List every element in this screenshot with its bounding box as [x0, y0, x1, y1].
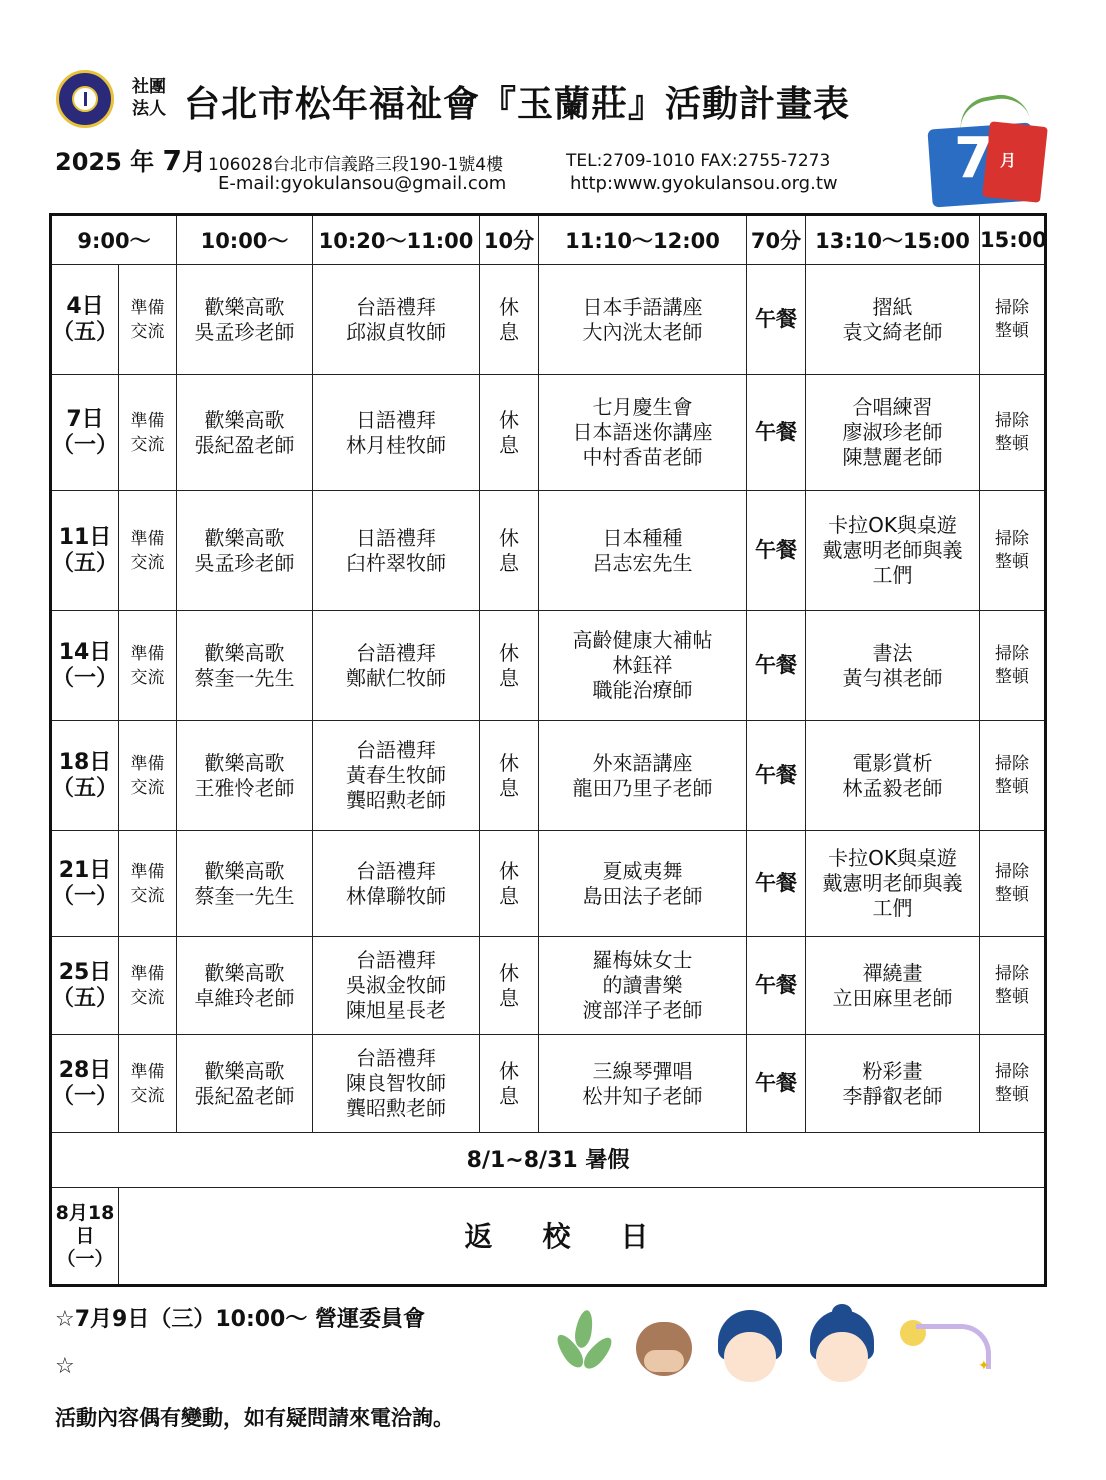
schedule-row — [51, 491, 1046, 611]
worship-cell: 台語禮拜 鄭献仁牧師 — [313, 611, 480, 721]
rest-cell: 休 息 — [480, 611, 539, 721]
org-type: 社團 法人 — [132, 77, 166, 119]
worship-cell: 台語禮拜 邱淑貞牧師 — [313, 265, 480, 375]
page-title: 台北市松年福祉會『玉蘭莊』活動計畫表 — [184, 84, 851, 125]
header-lunch: 70分 — [747, 215, 806, 265]
afternoon-cell: 電影賞析 林孟毅老師 — [806, 721, 980, 831]
afternoon-cell: 粉彩畫 李靜叡老師 — [806, 1035, 980, 1133]
cleanup-cell: 掃除 整頓 — [980, 611, 1046, 721]
cow-icon — [630, 1310, 698, 1380]
afternoon-cell: 摺紙 袁文綺老師 — [806, 265, 980, 375]
singing-cell: 歡樂高歌 卓維玲老師 — [177, 937, 313, 1035]
prep-cell: 準備 交流 — [119, 265, 177, 375]
singing-cell: 歡樂高歌 吳孟珍老師 — [177, 265, 313, 375]
date-cell: 28日 （一） — [51, 1035, 119, 1133]
singing-cell: 歡樂高歌 吳孟珍老師 — [177, 491, 313, 611]
lunch-cell: 午餐 — [747, 1035, 806, 1133]
summer-holiday: 8/1~8/31 暑假 — [51, 1133, 1046, 1188]
afternoon-cell: 卡拉OK與桌遊 戴憲明老師與義 工們 — [806, 491, 980, 611]
schedule-row — [51, 611, 1046, 721]
email: E-mail:gyokulansou@gmail.com — [218, 173, 507, 194]
organization-logo — [56, 70, 114, 128]
prep-cell: 準備 交流 — [119, 937, 177, 1035]
activity-cell: 日本手語講座 大內洸太老師 — [539, 265, 747, 375]
worship-cell: 台語禮拜 黃春生牧師 龔昭勲老師 — [313, 721, 480, 831]
lunch-cell: 午餐 — [747, 491, 806, 611]
rest-cell: 休 息 — [480, 491, 539, 611]
lunch-cell: 午餐 — [747, 937, 806, 1035]
activity-cell: 日本種種 呂志宏先生 — [539, 491, 747, 611]
cleanup-cell: 掃除 整頓 — [980, 491, 1046, 611]
header-1020: 10:20～11:00 — [313, 215, 480, 265]
cleanup-cell: 掃除 整頓 — [980, 937, 1046, 1035]
hikoboshi-icon — [806, 1310, 878, 1386]
activity-cell: 高齡健康大補帖 林鈺祥 職能治療師 — [539, 611, 747, 721]
header-9: 9:00～ — [51, 215, 177, 265]
rest-cell: 休 息 — [480, 721, 539, 831]
website-url: http:www.gyokulansou.org.tw — [570, 173, 838, 194]
singing-cell: 歡樂高歌 張紀盈老師 — [177, 375, 313, 491]
star-note: ☆ — [55, 1354, 75, 1379]
cleanup-cell: 掃除 整頓 — [980, 721, 1046, 831]
worship-cell: 台語禮拜 吳淑金牧師 陳旭星長老 — [313, 937, 480, 1035]
prep-cell: 準備 交流 — [119, 721, 177, 831]
header-10: 10:00～ — [177, 215, 313, 265]
return-label: 返校日 — [119, 1188, 1046, 1286]
holiday-row — [51, 1133, 1046, 1188]
lunch-cell: 午餐 — [747, 375, 806, 491]
change-notice: 活動內容偶有變動，如有疑問請來電洽詢。 — [55, 1406, 454, 1430]
worship-cell: 日語禮拜 臼杵翠牧師 — [313, 491, 480, 611]
header-row — [51, 215, 1046, 265]
activity-cell: 羅梅妹女士 的讀書樂 渡部洋子老師 — [539, 937, 747, 1035]
schedule-table — [49, 213, 1047, 1287]
prep-cell: 準備 交流 — [119, 831, 177, 937]
schedule-row — [51, 375, 1046, 491]
month-badge-icon: 7 月 — [928, 96, 1046, 208]
afternoon-cell: 禪繞畫 立田麻里老師 — [806, 937, 980, 1035]
worship-cell: 台語禮拜 陳良智牧師 龔昭勲老師 — [313, 1035, 480, 1133]
prep-cell: 準備 交流 — [119, 1035, 177, 1133]
activity-cell: 三線琴彈唱 松井知子老師 — [539, 1035, 747, 1133]
afternoon-cell: 卡拉OK與桌遊 戴憲明老師與義 工們 — [806, 831, 980, 937]
cleanup-cell: 掃除 整頓 — [980, 265, 1046, 375]
milky-way-icon: ✦ — [896, 1310, 996, 1380]
lunch-cell: 午餐 — [747, 831, 806, 937]
lunch-cell: 午餐 — [747, 721, 806, 831]
date-cell: 21日 （一） — [51, 831, 119, 937]
header-15: 15:00 — [980, 215, 1046, 265]
activity-cell: 夏威夷舞 島田法子老師 — [539, 831, 747, 937]
prep-cell: 準備 交流 — [119, 611, 177, 721]
afternoon-cell: 合唱練習 廖淑珍老師 陳慧麗老師 — [806, 375, 980, 491]
header-1110: 11:10～12:00 — [539, 215, 747, 265]
cleanup-cell: 掃除 整頓 — [980, 375, 1046, 491]
date-cell: 25日 （五） — [51, 937, 119, 1035]
activity-cell: 七月慶生會 日本語迷你講座 中村香苗老師 — [539, 375, 747, 491]
date-cell: 11日 （五） — [51, 491, 119, 611]
address: 106028台北市信義路三段190-1號4樓 — [208, 155, 504, 175]
rest-cell: 休 息 — [480, 831, 539, 937]
return-date: 8月18 日 （一） — [51, 1188, 119, 1286]
bamboo-leaf-icon — [560, 1310, 610, 1390]
lunch-cell: 午餐 — [747, 265, 806, 375]
date-cell: 4日 （五） — [51, 265, 119, 375]
schedule-row — [51, 1035, 1046, 1133]
worship-cell: 日語禮拜 林月桂牧師 — [313, 375, 480, 491]
cleanup-cell: 掃除 整頓 — [980, 831, 1046, 937]
singing-cell: 歡樂高歌 王雅怜老師 — [177, 721, 313, 831]
lunch-cell: 午餐 — [747, 611, 806, 721]
orihime-icon — [714, 1310, 786, 1386]
prep-cell: 準備 交流 — [119, 375, 177, 491]
date-cell: 18日 （五） — [51, 721, 119, 831]
header-1310: 13:10～15:00 — [806, 215, 980, 265]
schedule-row — [51, 721, 1046, 831]
afternoon-cell: 書法 黃勻祺老師 — [806, 611, 980, 721]
singing-cell: 歡樂高歌 張紀盈老師 — [177, 1035, 313, 1133]
singing-cell: 歡樂高歌 蔡奎一先生 — [177, 611, 313, 721]
return-row — [51, 1188, 1046, 1286]
schedule-date: 2025 年 7月 106028台北市信義路三段190-1號4樓 — [55, 144, 504, 177]
committee-note: ☆7月9日（三）10:00～ 營運委員會 — [55, 1307, 426, 1332]
date-cell: 7日 （一） — [51, 375, 119, 491]
schedule-row — [51, 937, 1046, 1035]
singing-cell: 歡樂高歌 蔡奎一先生 — [177, 831, 313, 937]
date-cell: 14日 （一） — [51, 611, 119, 721]
rest-cell: 休 息 — [480, 265, 539, 375]
cleanup-cell: 掃除 整頓 — [980, 1035, 1046, 1133]
tel-fax: TEL:2709-1010 FAX:2755-7273 — [566, 151, 831, 171]
schedule-row — [51, 265, 1046, 375]
rest-cell: 休 息 — [480, 937, 539, 1035]
activity-cell: 外來語講座 龍田乃里子老師 — [539, 721, 747, 831]
rest-cell: 休 息 — [480, 1035, 539, 1133]
header-break: 10分 — [480, 215, 539, 265]
worship-cell: 台語禮拜 林偉聯牧師 — [313, 831, 480, 937]
rest-cell: 休 息 — [480, 375, 539, 491]
prep-cell: 準備 交流 — [119, 491, 177, 611]
schedule-row — [51, 831, 1046, 937]
